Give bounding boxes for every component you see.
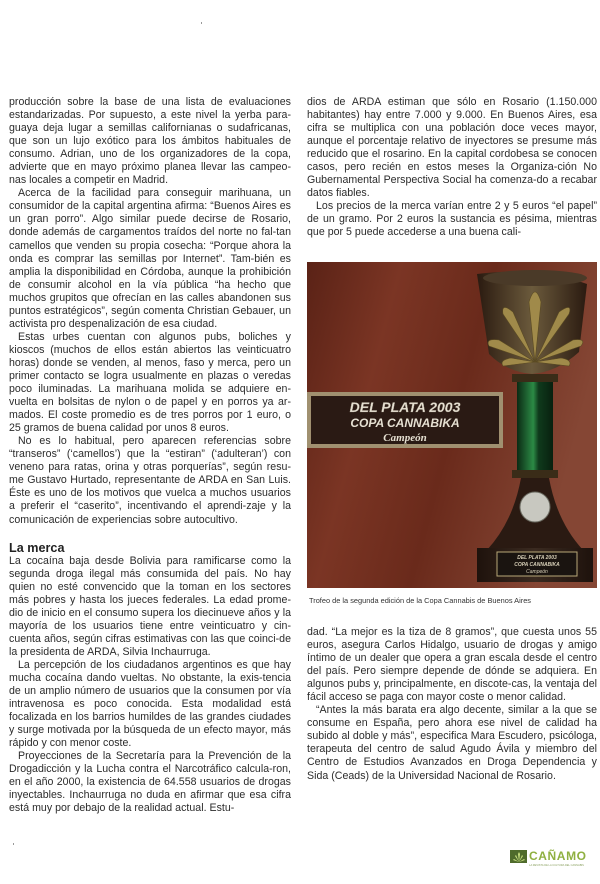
canamo-logo: [510, 850, 587, 867]
plaque-line: Campeón: [383, 432, 427, 444]
paragraph: dad. “La mejor es la tiza de 8 gramos”, que cuesta unos 55 euros, asegura Carlos Hidalgo, usuario de drogas y amigo íntimo de un dealer que opera a gran escala desde el centro del país. Pero siempre depende de dónde se adquiera. En algunos pubs y, principalmente, en discote-cas, la ventaja del fácil acceso se paga con mayor coste o menor calidad.: [307, 626, 597, 704]
paragraph: producción sobre la base de una lista de evaluaciones estandarizadas. Por supuesto, a este nivel la yerba para-guaya deja lugar a semillas californianas o sudafricanas, que son un lujo exótico para los ámbitos habituales de consumo. Adrian, uno de los organizadores de la copa, advierte que en mayo próximo planea llevar las campeo-nas locales a competir en Madrid.: [9, 96, 291, 187]
logo-row: [510, 850, 587, 863]
logo-tagline: LA REVISTA DE LA CULTURA DEL CANNABIS: [529, 864, 584, 867]
article-column-right-bottom: [307, 626, 597, 783]
paragraph: La percepción de los ciudadanos argentinos es que hay mucha cocaína dando vueltas. No obstante, la exis-tencia de un amplio número de usuarios que la consumen por vía intravenosa es poco conocida. Esta modalidad está focalizada en los barrios humildes de las grandes ciudades y surge motivada por la búsqueda de un efecto mayor, más rápido y con menor coste.: [9, 658, 291, 750]
paragraph: Proyecciones de la Secretaría para la Prevención de la Drogadicción y la Lucha contra el Narcotráfico calcula-ron, en el año 2000, la existencia de 64.558 usuarios de drogas inyectables. Inchaurruga no duda en afirmar que esa cifra está muy por debajo de la realidad actual. Estu-: [9, 750, 291, 815]
trophy-illustration: [307, 262, 597, 588]
base-plaque-line: DEL PLATA 2003: [517, 555, 557, 561]
stem-collar: [512, 374, 558, 382]
photo-caption: Trofeo de la segunda edición de la Copa Cannabis de Buenos Aires: [309, 596, 532, 605]
logo-text: CAÑAMO: [529, 849, 587, 863]
section-heading: La merca: [9, 540, 65, 555]
plaque-line: COPA CANNABIKA: [350, 416, 460, 430]
print-speck: [13, 843, 14, 845]
stem-collar: [512, 470, 558, 478]
article-column-right-top: [307, 96, 597, 256]
cannabis-leaf-icon: [510, 850, 527, 863]
paragraph: dios de ARDA estiman que sólo en Rosario (1.150.000 habitantes) hay entre 7.000 y 9.000. En Buenos Aires, esa cifra se multiplica con una población doce veces mayor, aunque el porcentaje relativo de inyectores se presume más reducido que el rosarino. En la capital cordobesa se conocen casos, pero recién en estos meses la Organiza-ción No Gubernamental Perspectiva Social ha comenza-do a recabar datos fiables.: [307, 96, 597, 200]
cup-rim: [483, 270, 587, 286]
trophy-medallion: [520, 492, 550, 522]
print-speck: [201, 22, 202, 24]
paragraph: “Antes la más barata era algo decente, similar a la que se consume en España, pero ahora ese nivel de calidad ha subido al doble y más”, especifica Mara Escudero, psicóloga, terapeuta del centro de salud Agudo Ávila y miembro del Centro de Estudios Avanzados en Droga Dependencia y Sida (Ceads) de la Universidad Nacional de Rosario.: [307, 704, 597, 782]
paragraph: No es lo habitual, pero aparecen referencias sobre “transeros” (‘camellos’) que la “estiran” (‘adulteran’) con veneno para ratas, orina y otras porquerías”, según resu-me Gustavo Hurtado, representante de ARDA en San Luis. Éste es uno de los motivos que vuelca a muchos usuarios a preferir el “caserito”, incentivando el aprendi-zaje y la comunicación de experiencias sobre autocultivo.: [9, 435, 291, 526]
plaque-line: DEL PLATA 2003: [349, 399, 461, 415]
trophy-photo: [307, 262, 597, 588]
paragraph: Los precios de la merca varían entre 2 y 5 euros “el papel” de un gramo. Por 2 euros la sustancia es pésima, mientras que por 5 puede accederse a una buena cali-: [307, 200, 597, 239]
base-plaque-line: COPA CANNABIKA: [514, 562, 560, 568]
article-column-left: [9, 96, 291, 815]
base-plaque-line: Campeón: [526, 569, 548, 575]
paragraph: Estas urbes cuentan con algunos pubs, boliches y kioscos (muchos de ellos están abiertos las veinticuatro horas) donde se venden, al menos, faso y merca, pero un primer contacto se logra usualmente en plazas o veredas poco iluminadas. La marihuana molida se adquiere en-vuelta en bolsitas de nylon o de papel y en porros ya ar-mados. El coste promedio es de tres porros por 1 euro, o 25 gramos de buena calidad por unos 8 euros.: [9, 330, 291, 435]
paragraph: La cocaína baja desde Bolivia para ramificarse como la segunda droga ilegal más consumida del país. No hay quien no esté convencido que la toman en los sectores más pobres y hasta los jueces federales. La edad prome-dio de inicio en el consumo supera los diecinueve años y la mayoría de los usuarios tiene entre veinticuatro y cin-cuenta años, según cifras estimativas con las que coinci-de la presidenta de ARDA, Silvia Inchaurruga.: [9, 554, 291, 658]
trophy-stem: [517, 382, 553, 472]
paragraph: Acerca de la facilidad para conseguir marihuana, un consumidor de la capital argentina afirma: “Buenos Aires es un gran porro”. Algo similar puede decirse de Rosario, donde además de cargamentos traídos del norte no fal-tan camellos que venden su propia cosecha: “Porque ahora la onda es comprar las semillas por Internet”. Tam-bién es amplia la disponibilidad en Córdoba, aunque la prohibición de consumir alcohol en la vía pública “ha hecho que muchos grupitos que ofrecían en las calles abandonen sus puntos estratégicos”, según comenta Christian Gebauer, un activista pro despenalización de esa ciudad.: [9, 187, 291, 330]
